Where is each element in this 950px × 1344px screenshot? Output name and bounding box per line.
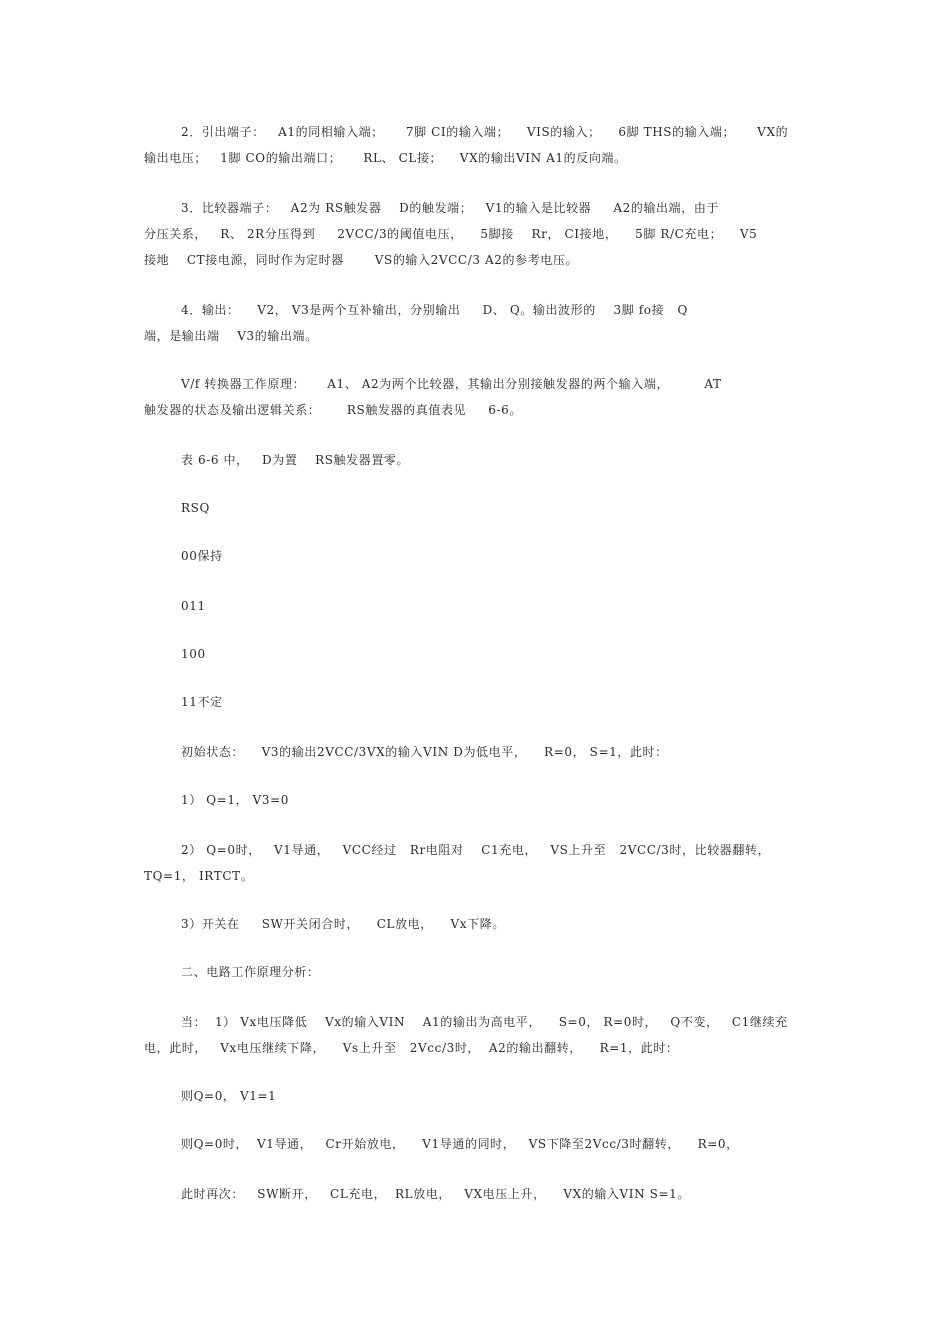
text-line: V/f 转换器工作原理： A1、 A2为两个比较器，其输出分别接触发器的两个输入端， AT — [181, 377, 722, 391]
text-line: 2．引出端子： A1的同相输入端； 7脚 CI的输入端； VIS的输入； 6脚 THS的输入端； VX的 — [181, 125, 789, 139]
truth-table-row: 11不定 — [181, 695, 223, 709]
text-line: 输出电压； 1脚 CO的输出端口； RL、 CL接； VX的输出VIN A1的反向端。 — [144, 151, 627, 165]
text-line: 3．比较器端子： A2为 RS触发器 D的触发端； V1的输入是比较器 A2的输出端，由于 — [181, 201, 720, 215]
text-line: 4．输出： V2， V3是两个互补输出，分别输出 D、 Q。输出波形的 3脚 fo接 Q — [181, 303, 688, 317]
text-line: TQ=1， IRTCT。 — [144, 869, 254, 883]
text-line: 端，是输出端 V3的输出端。 — [144, 329, 318, 343]
table-caption: 表 6-6 中， D为置 RS触发器置零。 — [181, 453, 410, 467]
truth-table-row: 011 — [181, 599, 206, 613]
text-line: 触发器的状态及输出逻辑关系： RS触发器的真值表见 6-6。 — [144, 403, 522, 417]
text-line: 电，此时， Vx电压继续下降， Vs上升至 2Vcc/3时， A2的输出翻转， R=1，此时： — [144, 1041, 679, 1055]
text-line: 当： 1） Vx电压降低 Vx的输入VIN A1的输出为高电平， S=0， R=0时， Q不变， C1继续充 — [181, 1015, 788, 1029]
text-line: 分压关系， R、 2R分压得到 2VCC/3的阈值电压， 5脚接 Rr， CI接地， 5脚 R/C充电； V5 — [144, 227, 758, 241]
text-line: 则Q=0， V1=1 — [181, 1089, 277, 1103]
truth-table-row: 100 — [181, 647, 206, 661]
text-line: 初始状态： V3的输出2VCC/3VX的输入VIN D为低电平， R=0， S=1，此时： — [181, 745, 668, 759]
text-line: 1） Q=1， V3=0 — [181, 793, 289, 807]
text-line: 则Q=0时， V1导通， Cr开始放电， V1导通的同时， VS下降至2Vcc/3时翻转， R=0， — [181, 1137, 739, 1151]
text-line: 3）开关在 SW开关闭合时， CL放电， Vx下降。 — [181, 917, 505, 931]
truth-table-row: 00保持 — [181, 549, 223, 563]
text-line: 此时再次： SW断开， CL充电， RL放电， VX电压上升， VX的输入VIN S=1。 — [181, 1187, 690, 1201]
text-line: 2） Q=0时， V1导通， VCC经过 Rr电阻对 C1充电， VS上升至 2VCC/3时，比较器翻转， — [181, 843, 771, 857]
text-line: 接地 CT接电源，同时作为定时器 VS的输入2VCC/3 A2的参考电压。 — [144, 253, 579, 267]
truth-table-header: RSQ — [181, 501, 210, 515]
section-heading: 二、电路工作原理分析： — [181, 965, 320, 979]
